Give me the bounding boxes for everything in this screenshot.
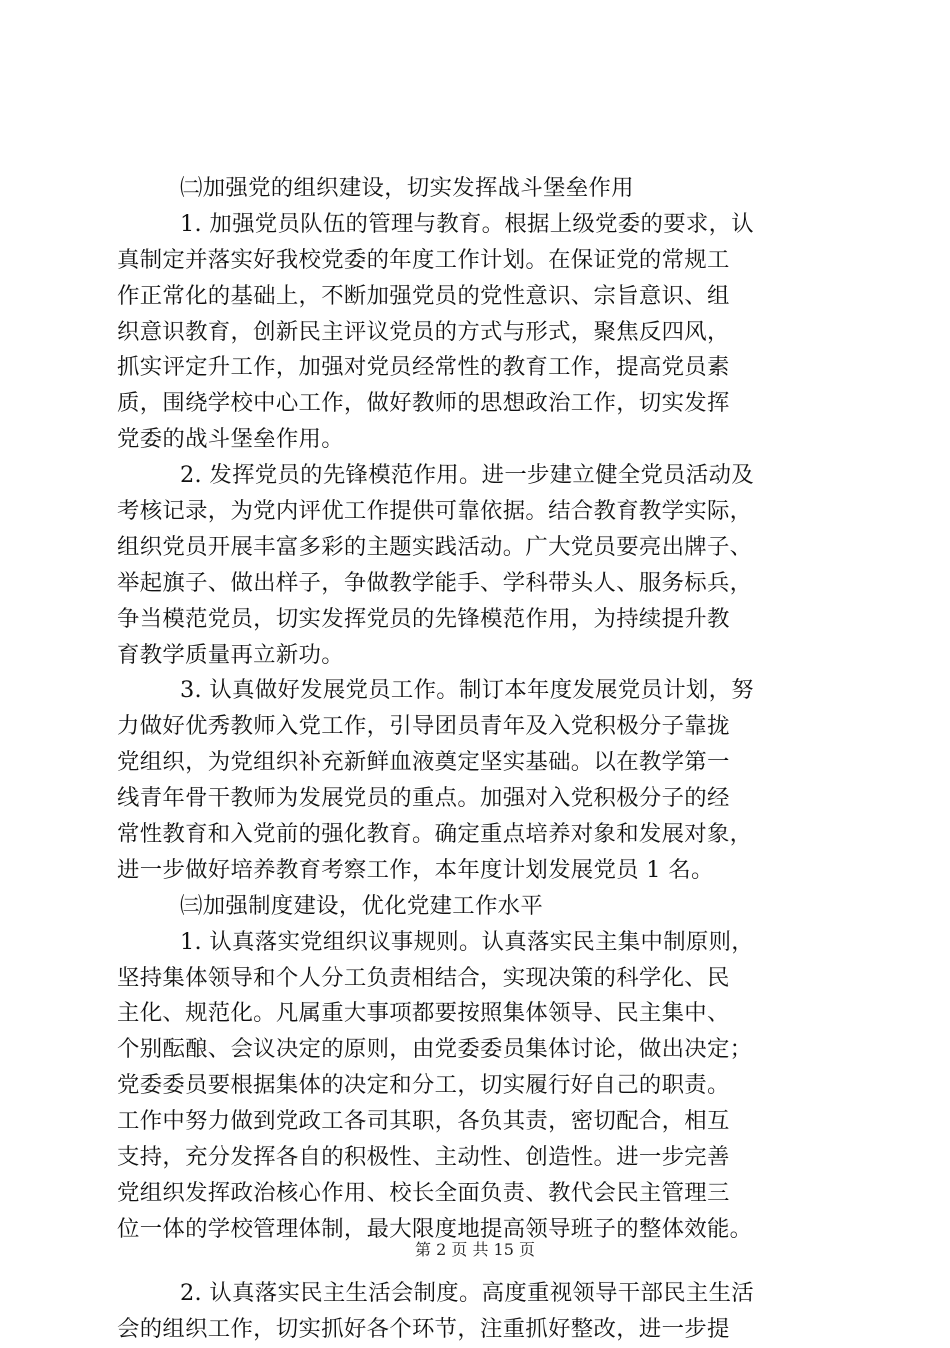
- section-heading-2: ㈡加强党的组织建设，切实发挥战斗堡垒作用: [180, 175, 634, 201]
- page-number-footer: 第 2 页 共 15 页: [415, 1240, 535, 1259]
- paragraph-line: 个别酝酿、会议决定的原则，由党委委员集体讨论，做出决定；: [117, 1036, 753, 1063]
- paragraph-line: 1. 加强党员队伍的管理与教育。根据上级党委的要求，认: [180, 210, 754, 237]
- paragraph-line: 主化、规范化。凡属重大事项都要按照集体领导、民主集中、: [117, 1000, 730, 1027]
- paragraph-line: 常性教育和入党前的强化教育。确定重点培养对象和发展对象，: [117, 821, 753, 848]
- paragraph-line: 3. 认真做好发展党员工作。制订本年度发展党员计划，努: [180, 677, 754, 704]
- paragraph-line: 组织党员开展丰富多彩的主题实践活动。广大党员要亮出牌子、: [117, 533, 753, 560]
- paragraph-line: 真制定并落实好我校党委的年度工作计划。在保证党的常规工: [117, 246, 730, 273]
- paragraph-line: 党委的战斗堡垒作用。: [117, 426, 344, 453]
- paragraph-line: 会的组织工作，切实抓好各个环节，注重抓好整改，进一步提: [117, 1315, 730, 1342]
- paragraph-line: 抓实评定升工作，加强对党员经常性的教育工作，提高党员素: [117, 354, 730, 381]
- paragraph-line: 织意识教育，创新民主评议党员的方式与形式，聚焦反四风，: [117, 318, 730, 345]
- paragraph-line: 位一体的学校管理体制，最大限度地提高领导班子的整体效能。: [117, 1215, 753, 1242]
- paragraph-line: 党组织，为党组织补充新鲜血液奠定坚实基础。以在教学第一: [117, 749, 730, 776]
- paragraph-line: 坚持集体领导和个人分工负责相结合，实现决策的科学化、民: [117, 964, 730, 991]
- paragraph-line: 工作中努力做到党政工各司其职，各负其责，密切配合，相互: [117, 1108, 730, 1135]
- paragraph-line: 举起旗子、做出样子，争做教学能手、学科带头人、服务标兵，: [117, 569, 753, 596]
- paragraph-line: 党组织发挥政治核心作用、校长全面负责、教代会民主管理三: [117, 1179, 730, 1206]
- paragraph-line: 作正常化的基础上，不断加强党员的党性意识、宗旨意识、组: [117, 282, 730, 309]
- paragraph-line: 力做好优秀教师入党工作，引导团员青年及入党积极分子靠拢: [117, 713, 730, 740]
- document-body: [117, 171, 837, 1348]
- paragraph-line: 线青年骨干教师为发展党员的重点。加强对入党积极分子的经: [117, 785, 730, 812]
- paragraph-line: 2. 发挥党员的先锋模范作用。进一步建立健全党员活动及: [180, 462, 754, 489]
- paragraph-line: 支持，充分发挥各自的积极性、主动性、创造性。进一步完善: [117, 1144, 730, 1171]
- paragraph-line: 考核记录，为党内评优工作提供可靠依据。结合教育教学实际，: [117, 498, 753, 525]
- paragraph-line: 党委委员要根据集体的决定和分工，切实履行好自己的职责。: [117, 1072, 730, 1099]
- paragraph-line: 育教学质量再立新功。: [117, 641, 344, 668]
- paragraph-line: 争当模范党员，切实发挥党员的先锋模范作用，为持续提升教: [117, 605, 730, 632]
- paragraph-line: 进一步做好培养教育考察工作，本年度计划发展党员 1 名。: [117, 856, 714, 883]
- paragraph-line: 质，围绕学校中心工作，做好教师的思想政治工作，切实发挥: [117, 390, 730, 417]
- paragraph-line: 1. 认真落实党组织议事规则。认真落实民主集中制原则，: [180, 928, 754, 955]
- section-heading-3: ㈢加强制度建设，优化党建工作水平: [180, 892, 544, 919]
- paragraph-line: 2. 认真落实民主生活会制度。高度重视领导干部民主生活: [180, 1279, 754, 1306]
